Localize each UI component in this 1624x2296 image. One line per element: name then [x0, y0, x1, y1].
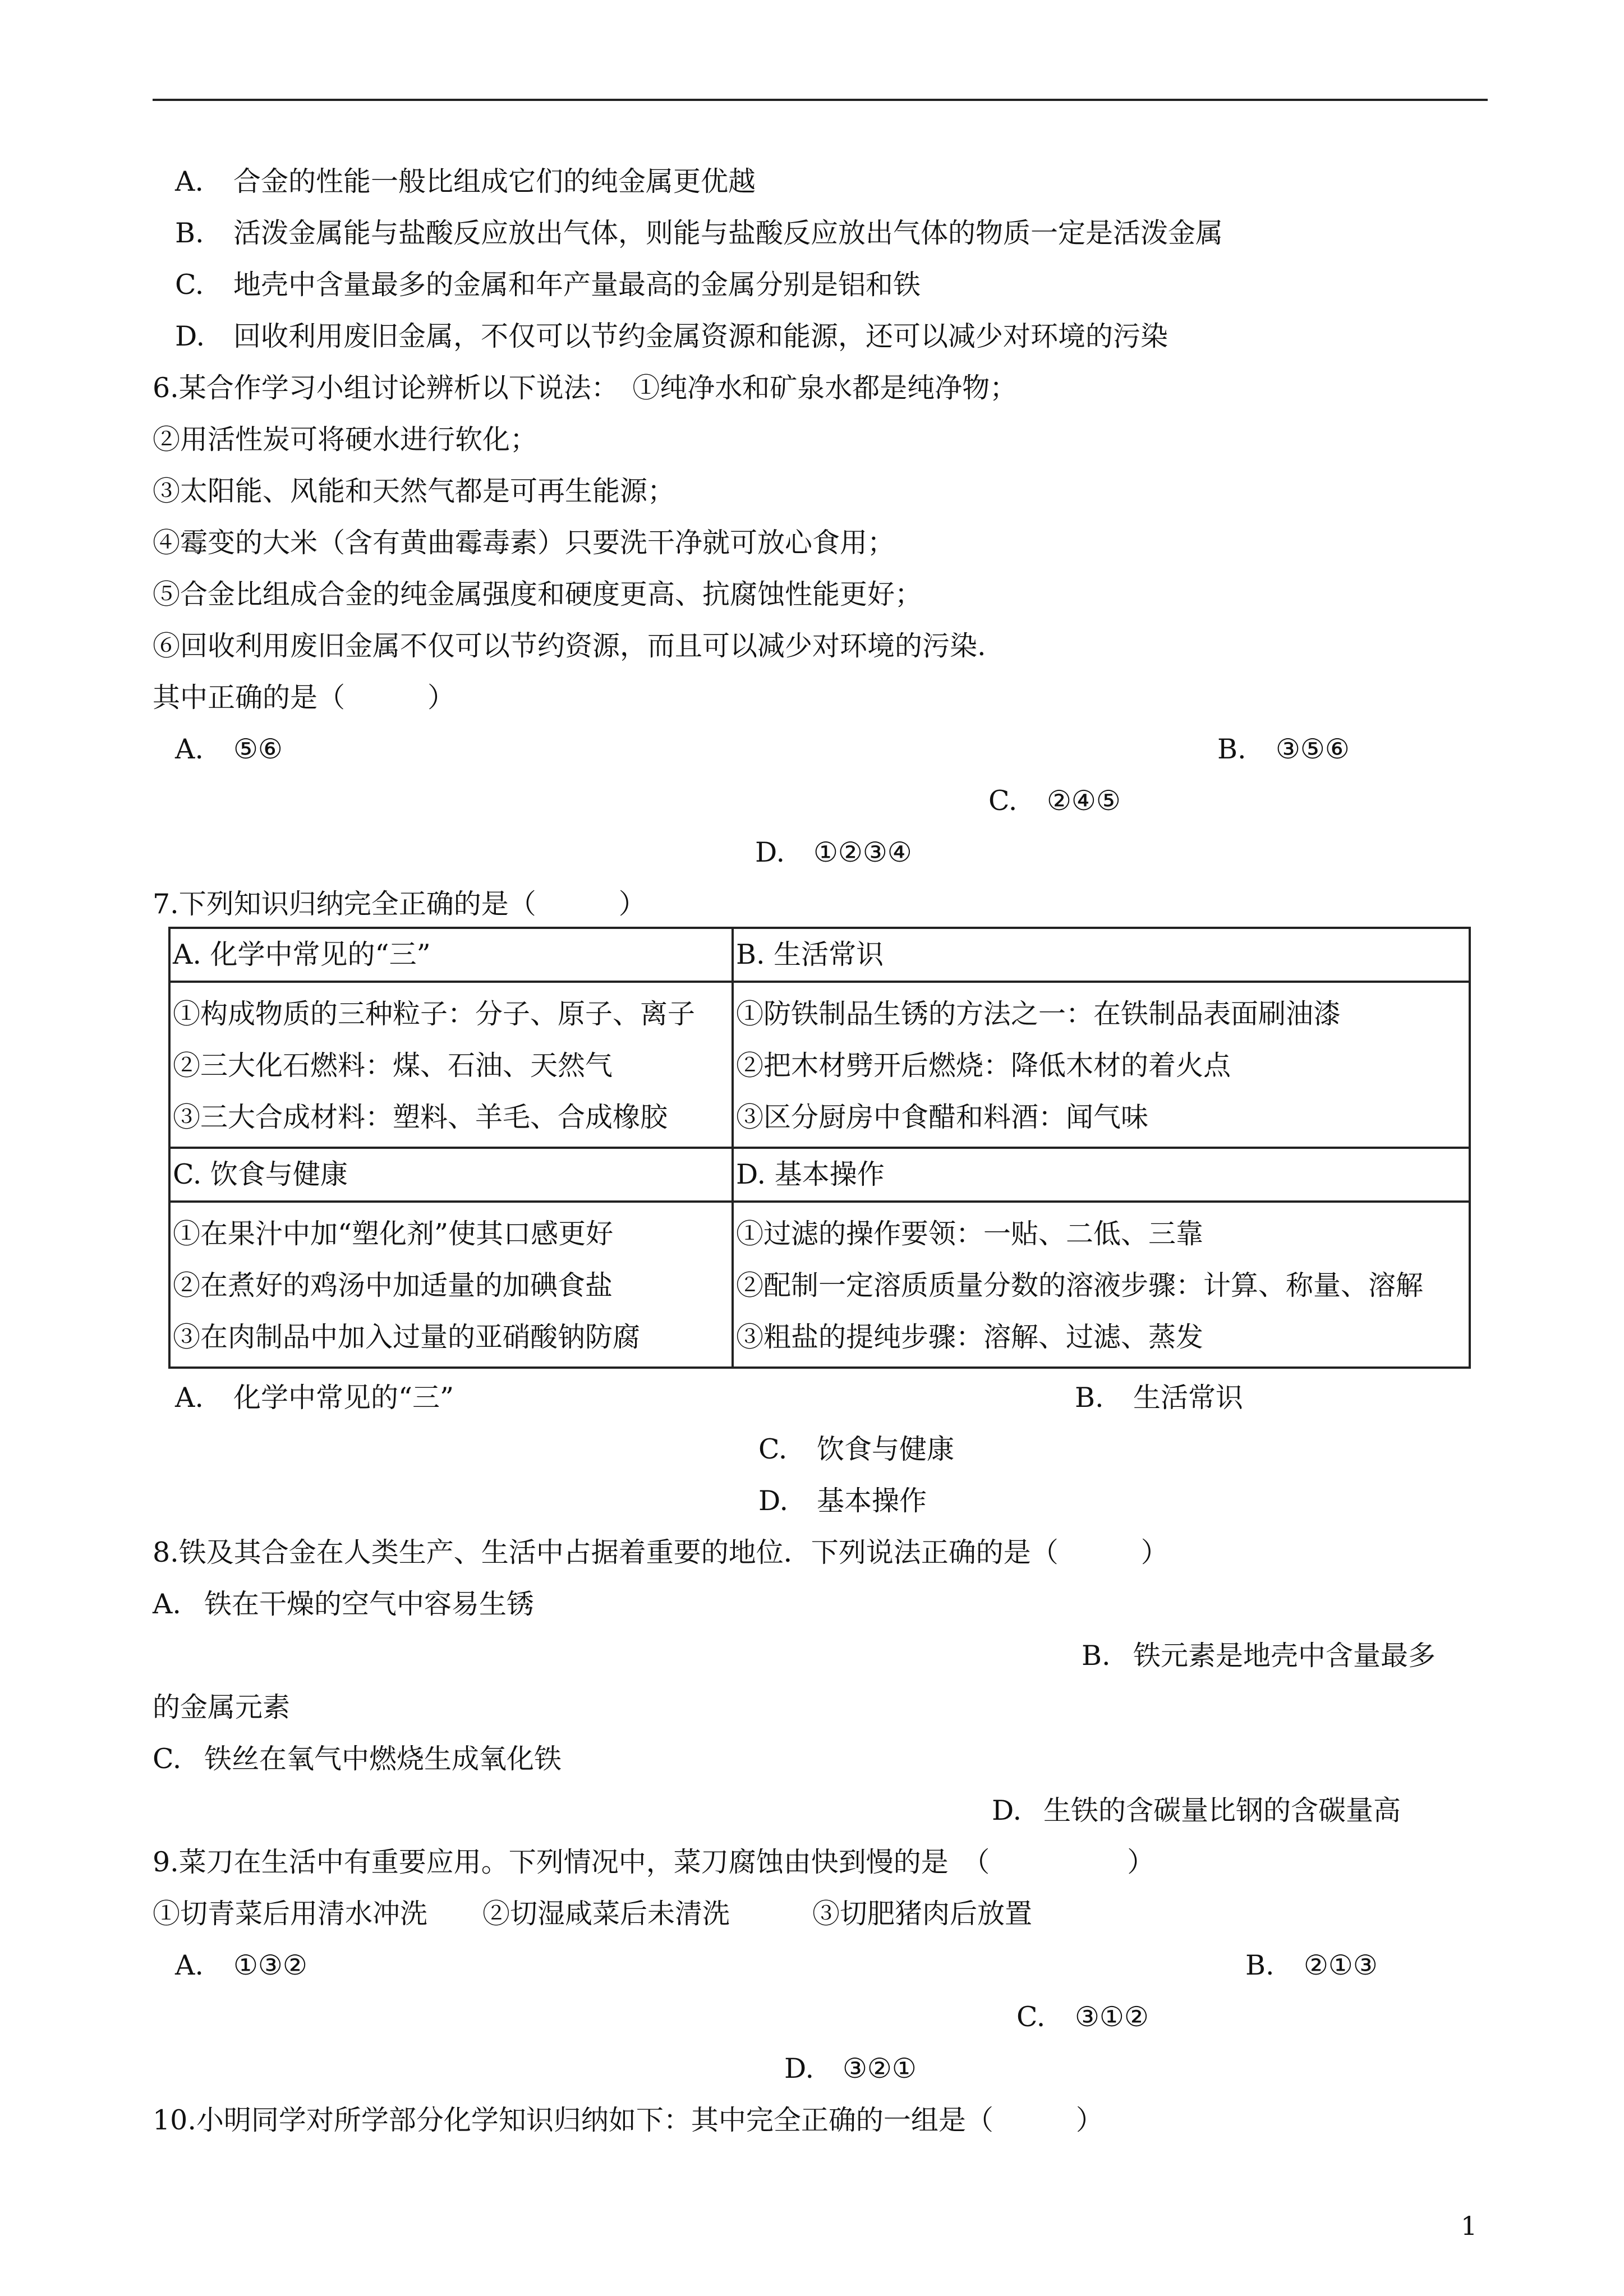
q7-stem: 7.下列知识归纳完全正确的是（ ）	[153, 888, 646, 920]
table-cell-a-items: ①构成物质的三种粒子：分子、原子、离子 ②三大化石燃料：煤、石油、天然气 ③三大合成材料：塑料、羊毛、合成橡胶	[169, 982, 733, 1148]
q6-item: ③太阳能、风能和天然气都是可再生能源；	[153, 475, 675, 507]
q6-option-a: A. ⑤⑥	[175, 733, 283, 765]
q6-option-d: D. ①②③④	[755, 836, 912, 868]
table-cell-d-items: ①过滤的操作要领：一贴、二低、三靠 ②配制一定溶质质量分数的溶液步骤：计算、称量、溶解 ③粗盐的提纯步骤：溶解、过滤、蒸发	[733, 1202, 1470, 1368]
q8-option-b-continuation: 的金属元素	[153, 1691, 291, 1723]
table-cell-c-head: C. 饮食与健康	[169, 1148, 733, 1202]
q8-option-b: B. 铁元素是地壳中含量最多	[1082, 1640, 1436, 1672]
q7-option-c: C. 饮食与健康	[758, 1433, 955, 1465]
table-cell-a-head: A. 化学中常见的“三”	[169, 928, 733, 982]
q6-item: ⑤合金比组成合金的纯金属强度和硬度更高、抗腐蚀性能更好；	[153, 578, 923, 610]
page-number: 1	[1461, 2211, 1478, 2241]
q9-items: ①切青菜后用清水冲洗 ②切湿咸菜后未清洗 ③切肥猪肉后放置	[153, 1898, 1033, 1930]
q9-option-a: A. ①③②	[175, 1949, 307, 1981]
q9-option-b: B. ②①③	[1245, 1949, 1378, 1981]
q6-option-c: C. ②④⑤	[988, 785, 1121, 817]
knowledge-table	[168, 927, 1471, 1369]
q5-option-d: D. 回收利用废旧金属，不仅可以节约金属资源和能源，还可以减少对环境的污染	[175, 320, 1168, 352]
table-cell-c-items: ①在果汁中加“塑化剂”使其口感更好 ②在煮好的鸡汤中加适量的加碘食盐 ③在肉制品中加入过量的亚硝酸钠防腐	[169, 1202, 733, 1368]
q9-option-d: D. ③②①	[784, 2053, 917, 2085]
header-rule	[153, 99, 1488, 101]
q6-stem: 6.某合作学习小组讨论辨析以下说法： ①纯净水和矿泉水都是纯净物；	[153, 372, 1018, 404]
q6-ask: 其中正确的是（ ）	[153, 682, 456, 714]
q8-option-c: C. 铁丝在氧气中燃烧生成氧化铁	[153, 1743, 562, 1775]
q6-item: ②用活性炭可将硬水进行软化；	[153, 424, 538, 455]
table-cell-b-items: ①防铁制品生锈的方法之一：在铁制品表面刷油漆 ②把木材劈开后燃烧：降低木材的着火点 ③区分厨房中食醋和料酒：闻气味	[733, 982, 1470, 1148]
q9-option-c: C. ③①②	[1016, 2001, 1149, 2033]
q7-option-d: D. 基本操作	[758, 1485, 927, 1517]
q8-stem: 8.铁及其合金在人类生产、生活中占据着重要的地位．下列说法正确的是（ ）	[153, 1536, 1168, 1568]
table-cell-d-head: D. 基本操作	[733, 1148, 1470, 1202]
q6-option-b: B. ③⑤⑥	[1217, 733, 1350, 765]
q8-option-d: D. 生铁的含碳量比钢的含碳量高	[992, 1795, 1401, 1826]
q8-option-a: A. 铁在干燥的空气中容易生锈	[153, 1588, 535, 1620]
q6-item: ④霉变的大米（含有黄曲霉毒素）只要洗干净就可放心食用；	[153, 527, 895, 559]
q6-item: ⑥回收利用废旧金属不仅可以节约资源，而且可以减少对环境的污染.	[153, 630, 986, 662]
q9-stem: 9.菜刀在生活中有重要应用。下列情况中，菜刀腐蚀由快到慢的是 （ ）	[153, 1846, 1155, 1878]
q5-option-b: B. 活泼金属能与盐酸反应放出气体，则能与盐酸反应放出气体的物质一定是活泼金属	[175, 217, 1223, 249]
table-cell-b-head: B. 生活常识	[733, 928, 1470, 982]
q10-stem: 10.小明同学对所学部分化学知识归纳如下：其中完全正确的一组是（ ）	[153, 2104, 1103, 2136]
q7-option-b: B. 生活常识	[1075, 1382, 1244, 1414]
q5-option-a: A. 合金的性能一般比组成它们的纯金属更优越	[175, 165, 756, 197]
q5-option-c: C. 地壳中含量最多的金属和年产量最高的金属分别是铝和铁	[175, 269, 921, 301]
q7-option-a: A. 化学中常见的“三”	[175, 1382, 454, 1414]
